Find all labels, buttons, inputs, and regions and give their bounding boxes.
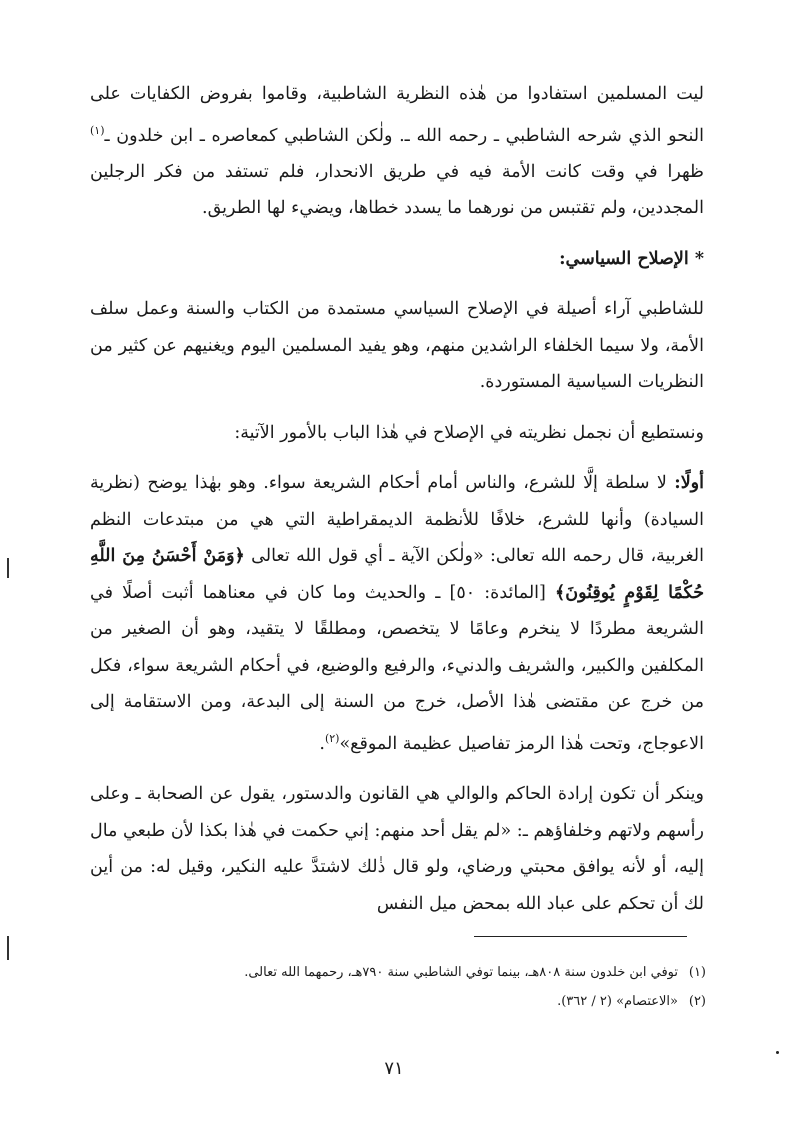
- page-number: ٧١: [384, 1058, 404, 1079]
- footnote-1: (١)توفي ابن خلدون سنة ٨٠٨هـ، بينما توفي الشاطبي سنة ٧٩٠هـ، رحمهما الله تعالى.: [244, 965, 706, 980]
- point-label: أولًا:: [674, 473, 704, 494]
- footnote-2: (٢)«الاعتصام» (٢ / ٣٦٢).: [557, 994, 706, 1009]
- paragraph-first-point: أولًا: لا سلطة إلَّا للشرع، والناس أمام أحكام الشريعة سواء. وهو بهٰذا يوضح (نظرية السيادة) وأنها للشرع، خلافًا للأنظمة الديمقراطية التي هي من مبتدعات النظم الغربية، قال رحمه الله تعالى: «ولٰكن الآية ـ أي قول الله تعالى ﴿وَمَنْ أَحْسَنُ مِنَ اللَّهِ حُكْمًا لِقَوْمٍ يُوقِنُونَ﴾ [المائدة: ٥٠] ـ والحديث وما كان في معناهما أثبت أصلًا في الشريعة مطردًا لا ينخرم وعامًا لا يتخصص، ومطلقًا لا يتقيد، وهو أن الصغير من المكلفين والكبير، والشريف والدنيء، والرفيع والوضيع، في أحكام الشريعة سواء، فكل من خرج عن مقتضى هٰذا الأصل، خرج من السنة إلى البدعة، ومن الاستقامة إلى الاعوجاج، وتحت هٰذا الرمز تفاصيل عظيمة الموقع»$^{(٢)}$.: [90, 473, 705, 754]
- scan-dot: [776, 1051, 779, 1054]
- paragraph-summary-intro: ونستطيع أن نجمل نظريته في الإصلاح في هٰذا الباب بالأمور الآتية:: [234, 422, 704, 443]
- paragraph-ruler-will: وينكر أن تكون إرادة الحاكم والوالي هي القانون والدستور، يقول عن الصحابة ـ وعلى رأسهم ولاتهم وخلفاؤهم ـ: «لم يقل أحد منهم: إني حكمت في هٰذا بكذا لأن طبعي مال إليه، أو لأنه يوافق محبتي ورضاي، ولو قال ذٰلك لاشتدَّ عليه النكير، وقيل له: من أين لك أن تحكم على عباد الله بمحض ميل النفس: [90, 784, 704, 914]
- footnotes: [140, 958, 706, 1016]
- footnote-divider: [474, 936, 687, 937]
- main-text-column: [90, 76, 704, 922]
- scan-edge-mark: [7, 558, 9, 578]
- paragraph-intro: ليت المسلمين استفادوا من هٰذه النظرية الشاطبية، وقاموا بفروض الكفايات على النحو الذي شرحه الشاطبي ـ رحمه الله ـ. ولٰكن الشاطبي كمعاصره ـ ابن خلدون ـ$^{(١)}$ ظهرا في وقت كانت الأمة فيه في طريق الانحدار، فلم تستفد من فكر الرجلين المجددين، ولم تقتبس من نورهما ما يسدد خطاها، ويضيء لها الطريق.: [90, 84, 704, 219]
- footnote-ref-2: (٢): [324, 731, 340, 745]
- scan-edge-mark: [7, 936, 9, 960]
- footnote-ref-1: (١): [90, 123, 105, 137]
- paragraph-political-reform: للشاطبي آراء أصيلة في الإصلاح السياسي مستمدة من الكتاب والسنة وعمل سلف الأمة، ولا سيما الخلفاء الراشدين منهم، وهو يفيد المسلمين اليوم ويغنيهم عن كثير من النظريات السياسية المستوردة.: [90, 299, 704, 393]
- quran-verse: ﴿وَمَنْ أَحْسَنُ مِنَ اللَّهِ حُكْمًا لِقَوْمٍ يُوقِنُونَ﴾: [90, 546, 705, 603]
- section-heading: * الإصلاح السياسي:: [559, 248, 704, 269]
